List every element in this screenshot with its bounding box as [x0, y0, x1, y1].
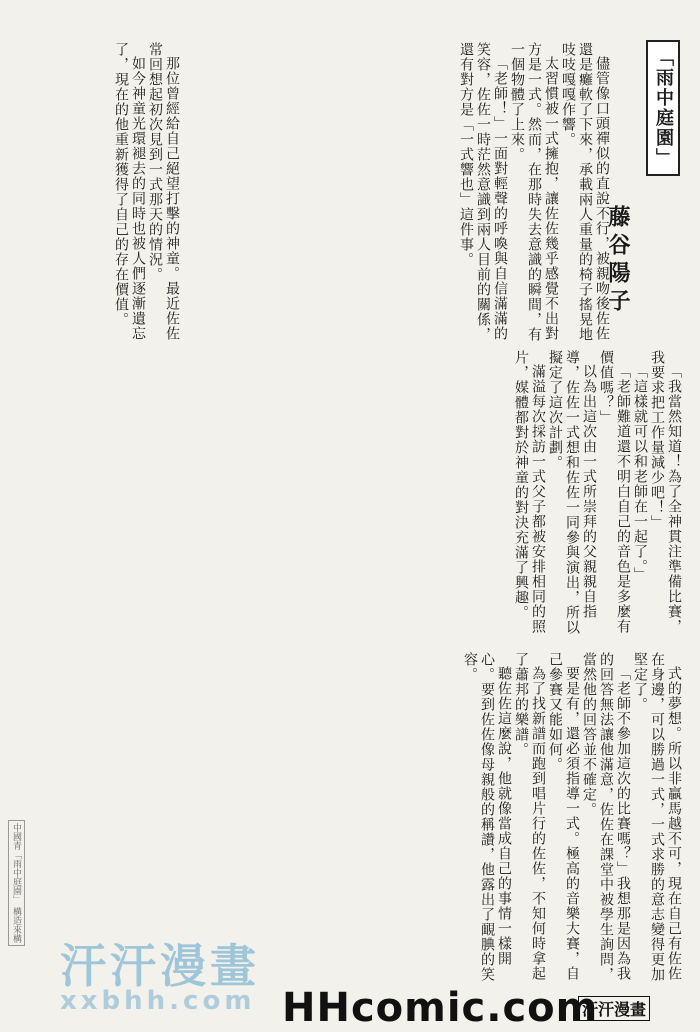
paragraph: 要是有，還必須指導一式。極高的音樂大賽，自己參賽又能如何。: [547, 652, 580, 981]
paragraph: 聽佐佐這麼說，他就像當成自己的事情一樣開心。要到佐佐像母親般的稱讚，他露出了靦腆的笑容。: [462, 652, 512, 982]
paragraph: 「這樣就可以和老師在一起了。」: [632, 364, 648, 582]
paragraph: 儘管像口頭禪似的直說不行，被親吻後佐佐還是癱軟了下來，承載兩人重量的椅子搖晃地吱吱嘎嘎作響。: [560, 42, 610, 342]
paragraph: 為了找新譜而跑到唱片行的佐佐，不知何時拿起了蕭邦的樂譜。: [513, 652, 546, 981]
paragraph: 如今神童光環褪去的同時也被人們逐漸遺忘了，現在的他重新獲得了自己的存在價值。: [113, 42, 146, 341]
paragraph: 「我當然知道！為了全神貫注準備比賽，我要求把工作量減少吧！」: [649, 350, 682, 634]
paragraph: 式的夢想。所以非贏馬越不可，現在自己有佐佐在身邊，可以勝過一式，一式求勝的意志變得更加堅定了。: [632, 652, 682, 982]
watermark-sub: xxbhh.com: [60, 986, 256, 1016]
text-column-band2: [2, 350, 682, 640]
paragraph: 「老師！」一面對輕聲的呼喚與自信滿滿的笑容，佐佐一時茫然意識到兩人目前的關係，還有對方是「一式響也」這件事。: [458, 42, 508, 342]
paragraph: 太習慣被一式擁抱，讓佐佐幾乎感覺不出對方是一式。然而，在那時失去意識的瞬間，有一個物體了上來。: [509, 42, 559, 342]
text-column-band1-b: [20, 42, 180, 342]
paragraph: 「老師難道還不明白自己的音色是多麼有價值嗎？」: [598, 350, 631, 634]
site-logo-cn: 汗汗漫畫: [578, 996, 650, 1021]
side-credit: 中國青「雨中庭園」 構造來構: [8, 820, 25, 946]
paragraph: 滿溢每次採訪一式父子都被安排相同的照片，媒體都對於神童的對決充滿了興趣。: [513, 350, 546, 634]
site-logo: [282, 985, 598, 1031]
paragraph: 以為出這次由一式所崇拜的父親親自指導，佐佐一式想和佐佐一同參與演出，所以擬定了這次計劃。: [547, 350, 597, 635]
watermark: [60, 930, 260, 1016]
watermark-main: 汗汗漫畫: [60, 939, 260, 993]
text-column-band1-a: [180, 42, 610, 342]
paragraph: 那位曾經給自己絕望打擊的神童。最近佐佐常回想起初次見到一式那天的情況。: [147, 42, 180, 341]
paragraph: 「老師不參加這次的比賽嗎？」我想那是因為我的回答無法讓他滿意，佐佐在課堂中被學生詢問，當然他的回答並不確定。: [581, 652, 631, 982]
site-logo-text: HHcomic.com: [282, 985, 599, 1031]
story-title: 「雨中庭園」: [646, 40, 680, 176]
author-name: 藤谷陽子: [605, 205, 631, 317]
